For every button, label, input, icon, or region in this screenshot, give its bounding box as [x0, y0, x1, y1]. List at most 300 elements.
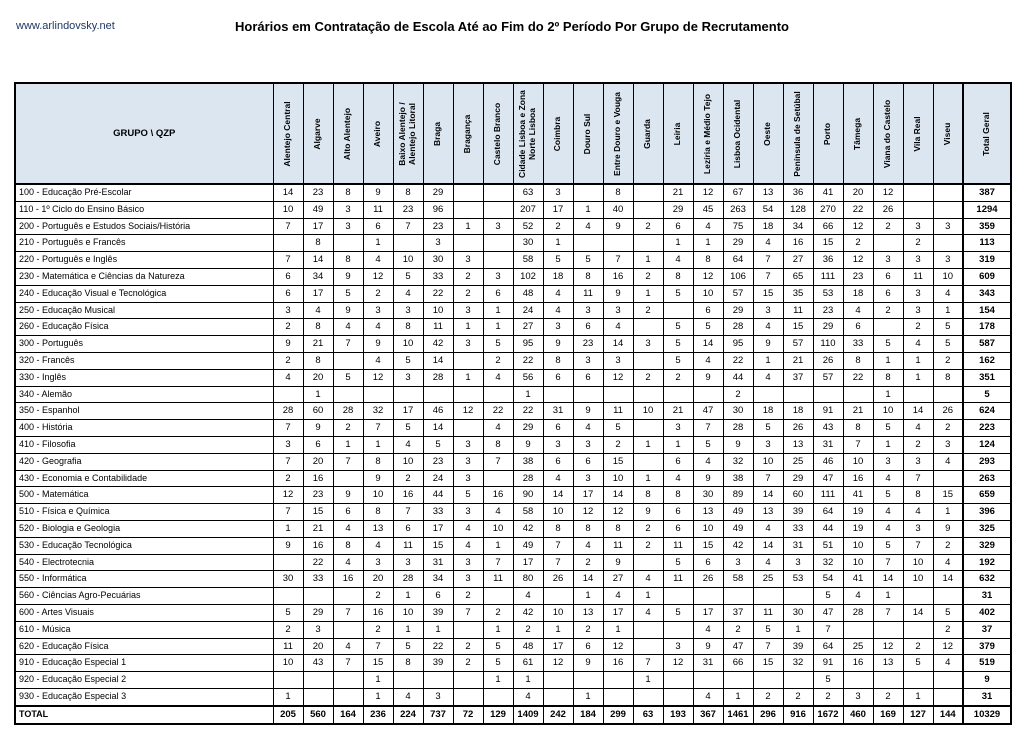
value-cell: 20	[843, 184, 873, 201]
value-cell: 64	[723, 252, 753, 269]
value-cell: 2	[633, 537, 663, 554]
value-cell: 3	[753, 436, 783, 453]
value-cell: 2	[333, 420, 363, 437]
value-cell: 7	[333, 453, 363, 470]
value-cell: 4	[453, 537, 483, 554]
value-cell: 9	[693, 369, 723, 386]
value-cell: 1	[633, 470, 663, 487]
value-cell: 2	[273, 319, 303, 336]
value-cell: 42	[513, 604, 543, 621]
value-cell: 1	[723, 688, 753, 705]
value-cell: 6	[843, 319, 873, 336]
value-cell: 32	[813, 554, 843, 571]
value-cell: 17	[693, 604, 723, 621]
row-label: 210 - Português e Francês	[15, 235, 273, 252]
value-cell: 8	[303, 235, 333, 252]
value-cell: 3	[303, 621, 333, 638]
value-cell: 36	[813, 252, 843, 269]
value-cell: 6	[333, 504, 363, 521]
value-cell	[423, 672, 453, 689]
value-cell: 2	[633, 268, 663, 285]
value-cell: 4	[873, 504, 903, 521]
value-cell: 10	[693, 520, 723, 537]
value-cell: 1	[423, 621, 453, 638]
value-cell: 2	[453, 268, 483, 285]
value-cell: 16	[603, 268, 633, 285]
value-cell: 47	[813, 470, 843, 487]
value-cell: 38	[723, 470, 753, 487]
table-row	[15, 201, 1011, 218]
value-cell: 113	[963, 235, 1011, 252]
row-label: 530 - Educação Tecnológica	[15, 537, 273, 554]
value-cell: 1	[873, 386, 903, 403]
value-cell	[543, 688, 573, 705]
value-cell: 22	[843, 201, 873, 218]
value-cell: 6	[873, 285, 903, 302]
value-cell: 1409	[513, 706, 543, 724]
row-label: 240 - Educação Visual e Tecnológica	[15, 285, 273, 302]
row-label: 550 - Informática	[15, 571, 273, 588]
value-cell: 7	[273, 453, 303, 470]
value-cell: 16	[303, 470, 333, 487]
value-cell: 80	[513, 571, 543, 588]
value-cell: 37	[963, 621, 1011, 638]
value-cell: 28	[423, 369, 453, 386]
table-row	[15, 453, 1011, 470]
value-cell: 263	[963, 470, 1011, 487]
value-cell: 7	[543, 554, 573, 571]
value-cell: 95	[723, 336, 753, 353]
value-cell	[303, 672, 333, 689]
value-cell: 9	[573, 655, 603, 672]
value-cell	[633, 184, 663, 201]
value-cell: 29	[723, 302, 753, 319]
value-cell: 15	[603, 453, 633, 470]
value-cell	[633, 621, 663, 638]
value-cell	[453, 201, 483, 218]
value-cell: 1	[303, 386, 333, 403]
value-cell: 10	[873, 403, 903, 420]
value-cell	[333, 386, 363, 403]
value-cell: 28	[333, 403, 363, 420]
value-cell: 6	[663, 218, 693, 235]
value-cell: 26	[693, 571, 723, 588]
value-cell: 351	[963, 369, 1011, 386]
value-cell: 14	[903, 403, 933, 420]
value-cell: 23	[423, 218, 453, 235]
value-cell: 43	[303, 655, 333, 672]
value-cell: 1	[513, 672, 543, 689]
value-cell	[393, 386, 423, 403]
value-cell: 10	[423, 302, 453, 319]
value-cell	[333, 352, 363, 369]
value-cell: 12	[573, 504, 603, 521]
value-cell: 5	[753, 420, 783, 437]
value-cell: 1	[633, 588, 663, 605]
value-cell: 5	[453, 487, 483, 504]
value-cell: 270	[813, 201, 843, 218]
value-cell: 5	[933, 319, 963, 336]
value-cell: 4	[873, 470, 903, 487]
value-cell: 7	[813, 621, 843, 638]
value-cell: 7	[273, 420, 303, 437]
row-label: 410 - Filosofia	[15, 436, 273, 453]
value-cell: 1	[873, 352, 903, 369]
value-cell: 2	[363, 621, 393, 638]
value-cell: 9	[363, 184, 393, 201]
value-cell: 519	[963, 655, 1011, 672]
value-cell	[903, 621, 933, 638]
value-cell: 2	[273, 621, 303, 638]
value-cell: 124	[963, 436, 1011, 453]
value-cell: 4	[843, 588, 873, 605]
value-cell: 359	[963, 218, 1011, 235]
value-cell: 44	[813, 520, 843, 537]
value-cell: 9	[933, 520, 963, 537]
value-cell: 1461	[723, 706, 753, 724]
value-cell: 91	[813, 403, 843, 420]
value-cell: 6	[663, 520, 693, 537]
value-cell	[393, 672, 423, 689]
value-cell: 11	[903, 268, 933, 285]
value-cell: 18	[843, 285, 873, 302]
value-cell: 1	[573, 201, 603, 218]
value-cell: 3	[453, 436, 483, 453]
table-row	[15, 319, 1011, 336]
value-cell: 28	[393, 571, 423, 588]
value-cell: 12	[873, 638, 903, 655]
column-header	[633, 83, 663, 184]
value-cell: 10	[543, 604, 573, 621]
value-cell: 2	[903, 319, 933, 336]
value-cell: 23	[303, 487, 333, 504]
value-cell: 16	[783, 235, 813, 252]
value-cell: 27	[783, 252, 813, 269]
value-cell: 367	[693, 706, 723, 724]
value-cell: 14	[423, 352, 453, 369]
value-cell: 14	[423, 420, 453, 437]
value-cell: 14	[693, 336, 723, 353]
value-cell: 18	[753, 218, 783, 235]
column-header-label: Douro Sul	[582, 113, 593, 154]
column-header	[363, 83, 393, 184]
value-cell: 2	[903, 235, 933, 252]
value-cell: 3	[453, 554, 483, 571]
value-cell: 13	[753, 504, 783, 521]
value-cell: 11	[363, 201, 393, 218]
value-cell: 1	[513, 386, 543, 403]
value-cell: 8	[693, 252, 723, 269]
value-cell: 9	[753, 336, 783, 353]
value-cell: 1	[483, 672, 513, 689]
value-cell: 12	[693, 268, 723, 285]
value-cell: 12	[363, 268, 393, 285]
column-header	[273, 83, 303, 184]
value-cell: 47	[723, 638, 753, 655]
value-cell: 3	[363, 554, 393, 571]
site-url-link[interactable]: www.arlindovsky.net	[16, 20, 115, 32]
column-header-label: Tâmega	[852, 117, 863, 150]
value-cell: 26	[933, 403, 963, 420]
value-cell: 11	[483, 571, 513, 588]
value-cell: 9	[573, 403, 603, 420]
value-cell: 12	[603, 504, 633, 521]
row-label: 510 - Física e Química	[15, 504, 273, 521]
value-cell: 7	[633, 655, 663, 672]
value-cell	[573, 672, 603, 689]
value-cell: 3	[933, 218, 963, 235]
value-cell: 7	[363, 638, 393, 655]
value-cell: 3	[453, 470, 483, 487]
value-cell: 3	[453, 252, 483, 269]
value-cell	[603, 672, 633, 689]
value-cell: 11	[573, 285, 603, 302]
value-cell: 4	[693, 688, 723, 705]
value-cell: 6	[663, 504, 693, 521]
value-cell	[933, 470, 963, 487]
value-cell: 15	[363, 655, 393, 672]
value-cell: 36	[783, 184, 813, 201]
value-cell: 2	[813, 688, 843, 705]
value-cell: 3	[453, 504, 483, 521]
value-cell: 205	[273, 706, 303, 724]
row-label: 230 - Matemática e Ciências da Natureza	[15, 268, 273, 285]
value-cell: 5	[273, 604, 303, 621]
value-cell: 10	[273, 201, 303, 218]
value-cell: 42	[723, 537, 753, 554]
value-cell	[303, 588, 333, 605]
column-header-label: Península de Setúbal	[792, 90, 803, 177]
column-header-label: Oeste	[762, 121, 773, 146]
value-cell: 5	[333, 369, 363, 386]
value-cell: 57	[813, 369, 843, 386]
value-cell: 27	[513, 319, 543, 336]
value-cell: 5	[873, 487, 903, 504]
value-cell: 4	[333, 520, 363, 537]
value-cell: 15	[303, 504, 333, 521]
value-cell: 3	[663, 638, 693, 655]
value-cell: 1	[633, 252, 663, 269]
value-cell	[903, 672, 933, 689]
value-cell: 19	[843, 520, 873, 537]
row-label: 600 - Artes Visuais	[15, 604, 273, 621]
value-cell: 31	[543, 403, 573, 420]
value-cell: 1	[633, 436, 663, 453]
value-cell	[873, 319, 903, 336]
value-cell: 4	[303, 302, 333, 319]
value-cell: 18	[543, 268, 573, 285]
table-row	[15, 672, 1011, 689]
value-cell: 17	[543, 638, 573, 655]
column-header-label: Vila Real	[912, 115, 923, 152]
value-cell: 3	[393, 554, 423, 571]
value-cell: 23	[843, 268, 873, 285]
value-cell: 9	[273, 537, 303, 554]
value-cell: 34	[423, 571, 453, 588]
value-cell: 560	[303, 706, 333, 724]
value-cell: 34	[783, 218, 813, 235]
value-cell: 33	[303, 571, 333, 588]
value-cell: 609	[963, 268, 1011, 285]
column-header	[543, 83, 573, 184]
value-cell: 5	[753, 621, 783, 638]
value-cell: 21	[843, 403, 873, 420]
value-cell	[393, 235, 423, 252]
value-cell: 26	[783, 420, 813, 437]
column-header	[573, 83, 603, 184]
value-cell: 20	[303, 638, 333, 655]
value-cell	[483, 201, 513, 218]
value-cell: 5	[483, 336, 513, 353]
value-cell: 4	[663, 252, 693, 269]
value-cell	[453, 235, 483, 252]
value-cell: 34	[303, 268, 333, 285]
value-cell: 3	[573, 302, 603, 319]
value-cell: 4	[573, 537, 603, 554]
value-cell: 8	[303, 352, 333, 369]
value-cell: 31	[783, 537, 813, 554]
value-cell	[813, 386, 843, 403]
value-cell	[663, 621, 693, 638]
value-cell: 5	[933, 336, 963, 353]
value-cell: 4	[843, 302, 873, 319]
value-cell: 54	[753, 201, 783, 218]
value-cell: 11	[783, 302, 813, 319]
column-header	[513, 83, 543, 184]
value-cell: 10	[393, 453, 423, 470]
table-row	[15, 571, 1011, 588]
value-cell: 7	[363, 420, 393, 437]
value-cell: 3	[903, 218, 933, 235]
value-cell	[633, 688, 663, 705]
value-cell: 8	[483, 436, 513, 453]
column-header	[423, 83, 453, 184]
value-cell: 2	[633, 218, 663, 235]
value-cell	[693, 672, 723, 689]
row-label: 420 - Geografia	[15, 453, 273, 470]
value-cell	[453, 352, 483, 369]
table-row	[15, 621, 1011, 638]
value-cell: 2	[543, 218, 573, 235]
row-label: 500 - Matemática	[15, 487, 273, 504]
value-cell: 9	[723, 436, 753, 453]
value-cell: 57	[783, 336, 813, 353]
value-cell: 12	[693, 184, 723, 201]
value-cell: 3	[393, 369, 423, 386]
value-cell: 3	[573, 352, 603, 369]
value-cell: 49	[303, 201, 333, 218]
value-cell: 17	[513, 554, 543, 571]
row-label: 260 - Educação Física	[15, 319, 273, 336]
value-cell: 7	[333, 336, 363, 353]
value-cell: 7	[453, 604, 483, 621]
value-cell: 2	[753, 688, 783, 705]
value-cell: 3	[393, 302, 423, 319]
value-cell: 7	[333, 604, 363, 621]
value-cell	[273, 386, 303, 403]
value-cell: 17	[603, 604, 633, 621]
value-cell: 2	[273, 352, 303, 369]
table-row	[15, 184, 1011, 201]
value-cell: 89	[723, 487, 753, 504]
value-cell: 23	[813, 302, 843, 319]
value-cell: 3	[603, 302, 633, 319]
value-cell: 4	[753, 369, 783, 386]
value-cell: 1	[693, 235, 723, 252]
value-cell	[603, 386, 633, 403]
value-cell: 20	[303, 369, 333, 386]
value-cell: 207	[513, 201, 543, 218]
value-cell: 1	[543, 235, 573, 252]
value-cell: 7	[693, 420, 723, 437]
value-cell	[333, 621, 363, 638]
value-cell: 3	[363, 302, 393, 319]
value-cell: 8	[843, 352, 873, 369]
value-cell: 9	[303, 420, 333, 437]
value-cell: 11	[273, 638, 303, 655]
value-cell: 7	[753, 470, 783, 487]
column-header	[333, 83, 363, 184]
value-cell: 58	[723, 571, 753, 588]
value-cell: 39	[423, 655, 453, 672]
value-cell: 7	[543, 537, 573, 554]
value-cell: 1	[873, 588, 903, 605]
value-cell: 29	[663, 201, 693, 218]
value-cell: 1	[873, 436, 903, 453]
value-cell: 8	[333, 537, 363, 554]
value-cell: 4	[333, 638, 363, 655]
value-cell: 31	[963, 588, 1011, 605]
value-cell: 22	[423, 285, 453, 302]
value-cell: 7	[273, 252, 303, 269]
value-cell: 16	[363, 604, 393, 621]
value-cell: 1	[453, 369, 483, 386]
value-cell: 44	[723, 369, 753, 386]
value-cell: 7	[273, 504, 303, 521]
value-cell: 28	[723, 420, 753, 437]
value-cell: 12	[843, 218, 873, 235]
row-label: 540 - Electrotecnia	[15, 554, 273, 571]
value-cell: 11	[753, 604, 783, 621]
value-cell: 20	[303, 453, 333, 470]
value-cell: 46	[423, 403, 453, 420]
value-cell: 3	[873, 453, 903, 470]
value-cell: 2	[513, 621, 543, 638]
value-cell: 5	[393, 420, 423, 437]
value-cell	[483, 386, 513, 403]
column-header	[663, 83, 693, 184]
value-cell: 44	[423, 487, 453, 504]
value-cell: 4	[543, 470, 573, 487]
table-body	[15, 184, 1011, 706]
value-cell: 3	[783, 554, 813, 571]
value-cell: 11	[603, 403, 633, 420]
value-cell: 15	[933, 487, 963, 504]
value-cell: 1294	[963, 201, 1011, 218]
value-cell: 8	[543, 520, 573, 537]
value-cell	[333, 588, 363, 605]
value-cell	[753, 588, 783, 605]
value-cell: 15	[813, 235, 843, 252]
value-cell: 25	[753, 571, 783, 588]
value-cell: 21	[663, 403, 693, 420]
value-cell: 31	[813, 436, 843, 453]
value-cell: 3	[903, 520, 933, 537]
value-cell: 39	[783, 638, 813, 655]
value-cell: 29	[783, 470, 813, 487]
value-cell: 42	[423, 336, 453, 353]
value-cell: 129	[483, 706, 513, 724]
